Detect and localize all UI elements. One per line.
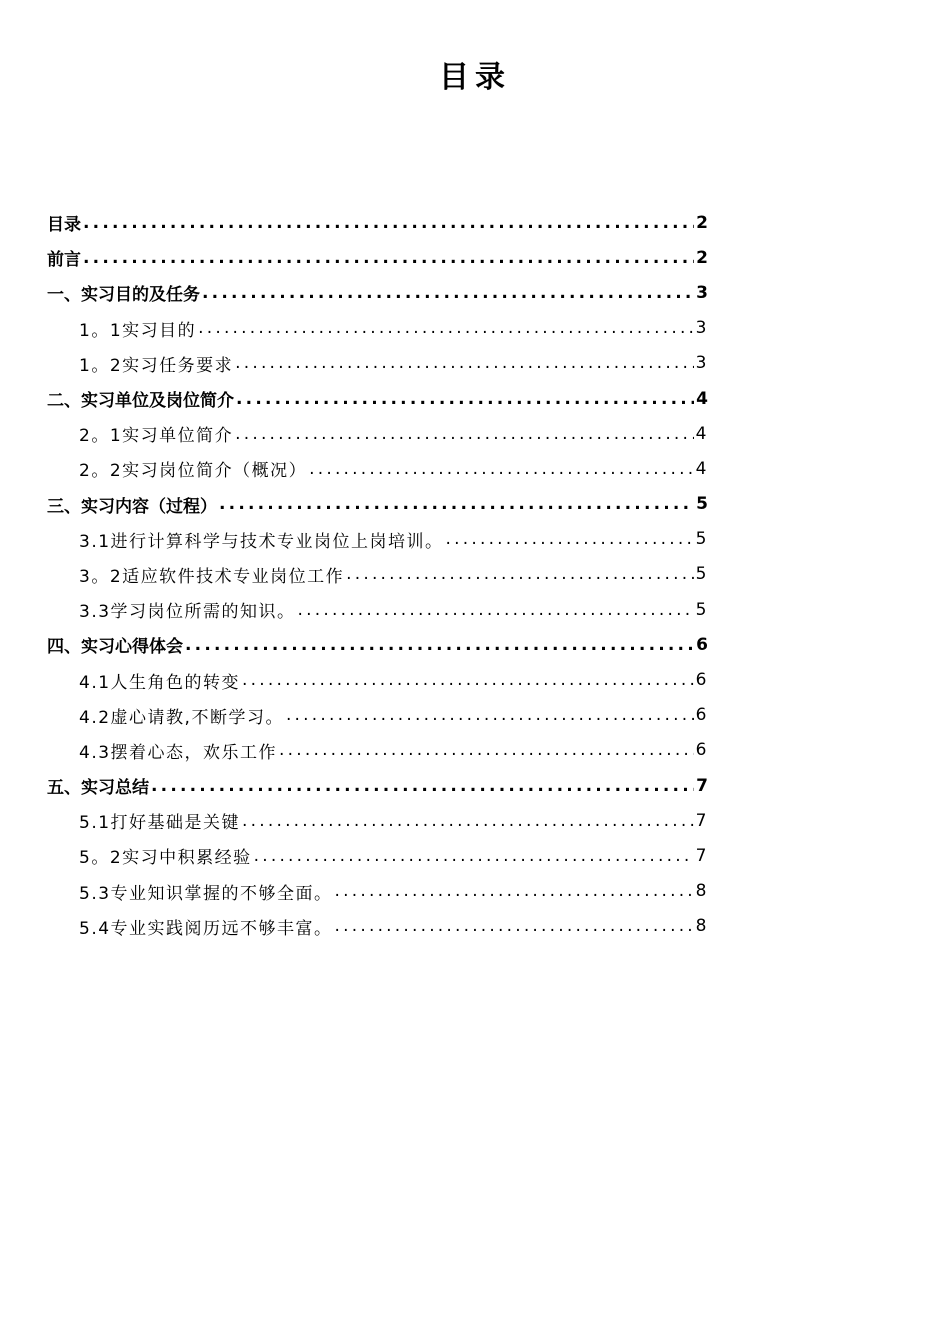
toc-page-number: 7	[695, 810, 708, 831]
toc-entry-label: 3。2适应软件技术专业岗位工作	[79, 566, 345, 587]
toc-entry-label: 5.1打好基础是关键	[79, 813, 241, 834]
toc-entry-label: 4.2虚心请教,不断学习。	[79, 707, 284, 728]
toc-section-entry[interactable]	[47, 381, 708, 416]
toc-entry-label: 2。2实习岗位简介（概况）	[79, 461, 308, 482]
dot-leader	[298, 600, 694, 620]
toc-entry-label: 1。2实习任务要求	[79, 355, 234, 376]
dot-leader	[235, 353, 694, 373]
toc-page-number: 2	[696, 247, 708, 268]
toc-entry-label: 5。2实习中积累经验	[79, 848, 252, 869]
toc-page-number: 5	[695, 529, 708, 550]
dot-leader	[286, 705, 694, 725]
dot-leader	[335, 881, 694, 901]
toc-subsection-entry[interactable]	[47, 662, 708, 697]
dot-leader	[202, 283, 694, 303]
page-title: 目录	[439, 60, 511, 95]
toc-subsection-entry[interactable]	[47, 311, 708, 346]
dot-leader	[335, 916, 694, 936]
dot-leader	[198, 318, 694, 338]
toc-entry-label: 一、实习目的及任务	[47, 285, 200, 306]
toc-section-entry[interactable]	[47, 487, 708, 522]
toc-subsection-entry[interactable]	[47, 416, 708, 451]
dot-leader	[279, 740, 694, 760]
toc-subsection-entry[interactable]	[47, 733, 708, 768]
toc-entry-label: 2。1实习单位简介	[79, 426, 234, 447]
toc-page-number: 4	[696, 388, 708, 409]
toc-entry-label: 5.3专业知识掌握的不够全面。	[79, 883, 333, 904]
toc-page-number: 3	[696, 282, 708, 303]
toc-entry-label: 前言	[47, 250, 81, 271]
toc-entry-label: 二、实习单位及岗位简介	[47, 391, 234, 412]
toc-subsection-entry[interactable]	[47, 522, 708, 557]
toc-entry-label: 三、实习内容（过程）	[47, 496, 217, 517]
table-of-contents	[47, 205, 708, 944]
dot-leader	[242, 811, 694, 831]
toc-page-number: 3	[695, 353, 708, 374]
toc-page-number: 6	[696, 634, 708, 655]
dot-leader	[83, 213, 694, 233]
toc-section-entry[interactable]	[47, 205, 708, 240]
dot-leader	[185, 635, 694, 655]
toc-page-number: 5	[696, 494, 708, 515]
dot-leader	[446, 529, 694, 549]
toc-page-number: 6	[695, 705, 708, 726]
toc-subsection-entry[interactable]	[47, 838, 708, 873]
dot-leader	[254, 846, 694, 866]
toc-page-number: 4	[695, 458, 708, 479]
toc-subsection-entry[interactable]	[47, 592, 708, 627]
toc-page-number: 5	[695, 599, 708, 620]
dot-leader	[219, 494, 694, 514]
toc-subsection-entry[interactable]	[47, 557, 708, 592]
toc-subsection-entry[interactable]	[47, 803, 708, 838]
toc-entry-label: 4.3摆着心态，欢乐工作	[79, 742, 278, 763]
toc-page-number: 8	[695, 916, 708, 937]
toc-page-number: 6	[695, 740, 708, 761]
dot-leader	[346, 564, 694, 584]
toc-subsection-entry[interactable]	[47, 874, 708, 909]
toc-entry-label: 目录	[47, 215, 81, 236]
toc-page-number: 7	[696, 775, 708, 796]
toc-page-number: 7	[695, 845, 708, 866]
toc-page-number: 8	[695, 881, 708, 902]
dot-leader	[151, 776, 694, 796]
toc-entry-label: 3.3学习岗位所需的知识。	[79, 602, 296, 623]
toc-subsection-entry[interactable]	[47, 698, 708, 733]
toc-page-number: 4	[695, 423, 708, 444]
toc-page-number: 2	[696, 212, 708, 233]
toc-section-entry[interactable]	[47, 275, 708, 310]
toc-entry-label: 1。1实习目的	[79, 320, 197, 341]
dot-leader	[309, 459, 694, 479]
dot-leader	[83, 248, 694, 268]
toc-entry-label: 五、实习总结	[47, 778, 149, 799]
toc-section-entry[interactable]	[47, 768, 708, 803]
toc-entry-label: 4.1人生角色的转变	[79, 672, 241, 693]
dot-leader	[236, 389, 694, 409]
toc-section-entry[interactable]	[47, 240, 708, 275]
toc-section-entry[interactable]	[47, 627, 708, 662]
toc-page-number: 5	[695, 564, 708, 585]
toc-page-number: 6	[695, 670, 708, 691]
toc-entry-label: 四、实习心得体会	[47, 637, 183, 658]
toc-entry-label: 5.4专业实践阅历远不够丰富。	[79, 918, 333, 939]
toc-page-number: 3	[695, 318, 708, 339]
toc-entry-label: 3.1进行计算科学与技术专业岗位上岗培训。	[79, 531, 444, 552]
dot-leader	[235, 424, 694, 444]
toc-subsection-entry[interactable]	[47, 346, 708, 381]
dot-leader	[242, 670, 694, 690]
toc-subsection-entry[interactable]	[47, 909, 708, 944]
toc-subsection-entry[interactable]	[47, 451, 708, 486]
